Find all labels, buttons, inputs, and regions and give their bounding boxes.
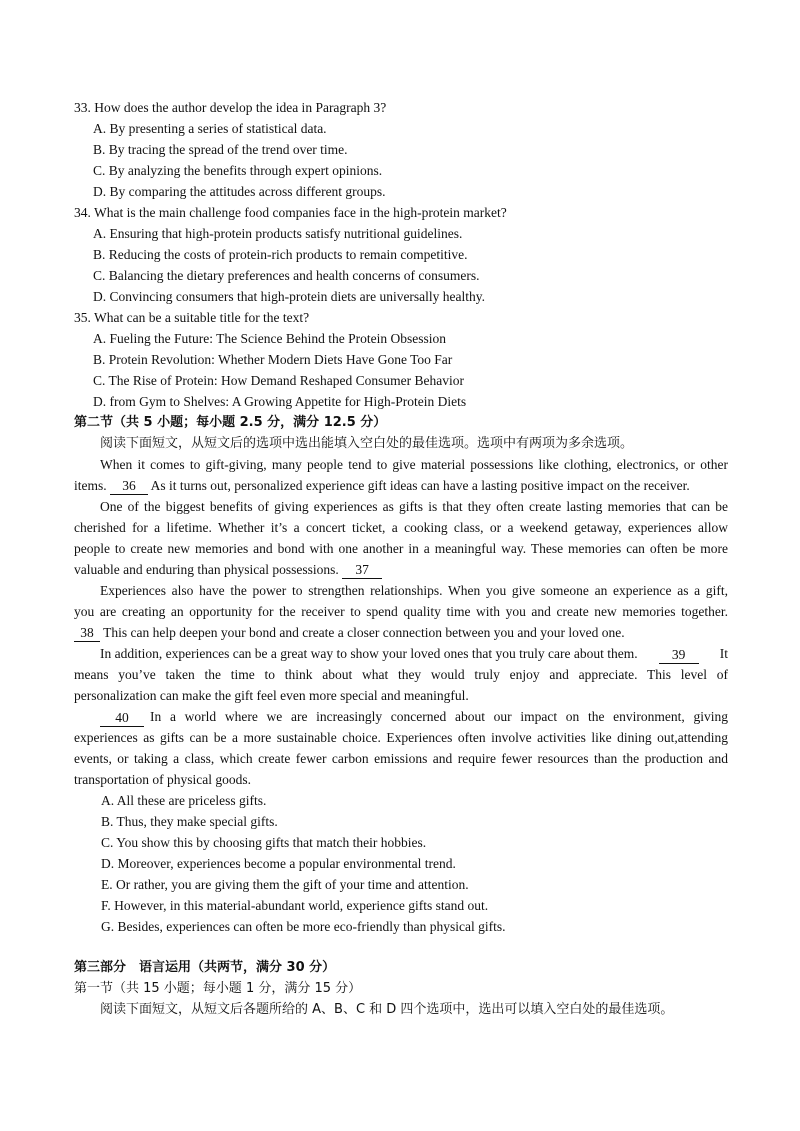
passage-p3-line-2: you are creating an opportunity for the receiver to spend quality time with you and create new memories together. [74, 604, 728, 619]
passage-p5-line-2: experiences as gifts can be a more sustainable choice. Experiences often involve activities like dining out,attending [74, 730, 728, 745]
question-34-option-c: C. Balancing the dietary preferences and health concerns of consumers. [93, 268, 480, 283]
passage-p1-line-2 [74, 475, 728, 496]
question-35-option-c: C. The Rise of Protein: How Demand Reshaped Consumer Behavior [93, 373, 464, 388]
question-35-option-a: A. Fueling the Future: The Science Behind the Protein Obsession [93, 331, 446, 346]
gap-option-g: G. Besides, experiences can often be more eco-friendly than physical gifts. [101, 919, 506, 934]
passage-text: valuable and enduring than physical possessions. [74, 562, 339, 577]
passage-p5-line-4: transportation of physical goods. [74, 772, 251, 787]
section-2-instruction: 阅读下面短文，从短文后的选项中选出能填入空白处的最佳选项。选项中有两项为多余选项。 [100, 436, 634, 451]
passage-text: items. [74, 478, 107, 493]
question-34-option-b: B. Reducing the costs of protein-rich products to remain competitive. [93, 247, 468, 262]
passage-p2-line-2: cherished for a lifetime. Whether it’s a concert ticket, a cooking class, or a weekend getaway, experiences allow [74, 520, 728, 535]
passage-p2-line-3: people to create new memories and bond with one another in a meaningful way. These memories can often be more [74, 541, 728, 556]
gap-option-f: F. However, in this material-abundant world, experience gifts stand out. [101, 898, 489, 913]
blank-36[interactable]: 36 [110, 478, 148, 495]
passage-p3-line-1: Experiences also have the power to strengthen relationships. When you give someone an experience as a gift, [100, 583, 728, 598]
passage-p2-line-4 [74, 559, 728, 580]
passage-p5-line-3: events, or taking a class, which create fewer carbon emissions and require fewer resources than the production and [74, 751, 728, 766]
question-34-option-d: D. Convincing consumers that high-protein diets are universally healthy. [93, 289, 486, 304]
question-34-stem: 34. What is the main challenge food companies face in the high-protein market? [74, 205, 507, 220]
passage-p2-line-1: One of the biggest benefits of giving experiences as gifts is that they often create lasting memories that can be [100, 499, 728, 514]
question-33-option-a: A. By presenting a series of statistical data. [93, 121, 327, 136]
question-35-option-d: D. from Gym to Shelves: A Growing Appetite for High-Protein Diets [93, 394, 467, 409]
gap-option-d: D. Moreover, experiences become a popular environmental trend. [101, 856, 456, 871]
part-3-section-1: 第一节（共 15 小题；每小题 1 分，满分 15 分） [74, 981, 362, 996]
question-33-option-b: B. By tracing the spread of the trend over time. [93, 142, 348, 157]
blank-37[interactable]: 37 [342, 562, 382, 579]
passage-text: In a world where we are increasingly concerned about our impact on the environment, giving [150, 709, 728, 724]
passage-text: This can help deepen your bond and create a closer connection between you and your loved one. [103, 625, 625, 640]
passage-text: It [719, 646, 728, 661]
question-35-stem: 35. What can be a suitable title for the text? [74, 310, 310, 325]
question-35-option-b: B. Protein Revolution: Whether Modern Diets Have Gone Too Far [93, 352, 453, 367]
part-3-instruction: 阅读下面短文，从短文后各题所给的 A、B、C 和 D 四个选项中，选出可以填入空白处的最佳选项。 [100, 1002, 674, 1017]
passage-p4-line-1 [100, 643, 728, 664]
blank-38[interactable]: 38 [74, 625, 100, 642]
passage-text: As it turns out, personalized experience gift ideas can have a lasting positive impact on the receiver. [150, 478, 690, 493]
passage-p4-line-2: means you’ve taken the time to think about what they would truly enjoy and appreciate. This level of [74, 667, 728, 682]
gap-option-b: B. Thus, they make special gifts. [101, 814, 278, 829]
gap-option-a: A. All these are priceless gifts. [101, 793, 267, 808]
blank-40[interactable]: 40 [100, 710, 144, 727]
blank-39[interactable]: 39 [659, 647, 699, 664]
gap-option-c: C. You show this by choosing gifts that match their hobbies. [101, 835, 427, 850]
passage-p5-line-1 [100, 706, 728, 727]
question-34-option-a: A. Ensuring that high-protein products satisfy nutritional guidelines. [93, 226, 463, 241]
passage-p1-line-1: When it comes to gift-giving, many people tend to give material possessions like clothing, electronics, or other [100, 457, 728, 472]
section-2-header: 第二节（共 5 小题；每小题 2.5 分，满分 12.5 分） [74, 415, 387, 430]
question-33-option-d: D. By comparing the attitudes across different groups. [93, 184, 386, 199]
passage-p3-line-3 [74, 622, 728, 643]
question-33-option-c: C. By analyzing the benefits through expert opinions. [93, 163, 383, 178]
question-33-stem: 33. How does the author develop the idea in Paragraph 3? [74, 100, 387, 115]
passage-p4-line-3: personalization can make the gift feel even more special and meaningful. [74, 688, 469, 703]
part-3-header: 第三部分 语言运用（共两节，满分 30 分） [74, 960, 336, 975]
gap-option-e: E. Or rather, you are giving them the gift of your time and attention. [101, 877, 469, 892]
passage-text: In addition, experiences can be a great way to show your loved ones that you truly care about them. [100, 646, 638, 661]
